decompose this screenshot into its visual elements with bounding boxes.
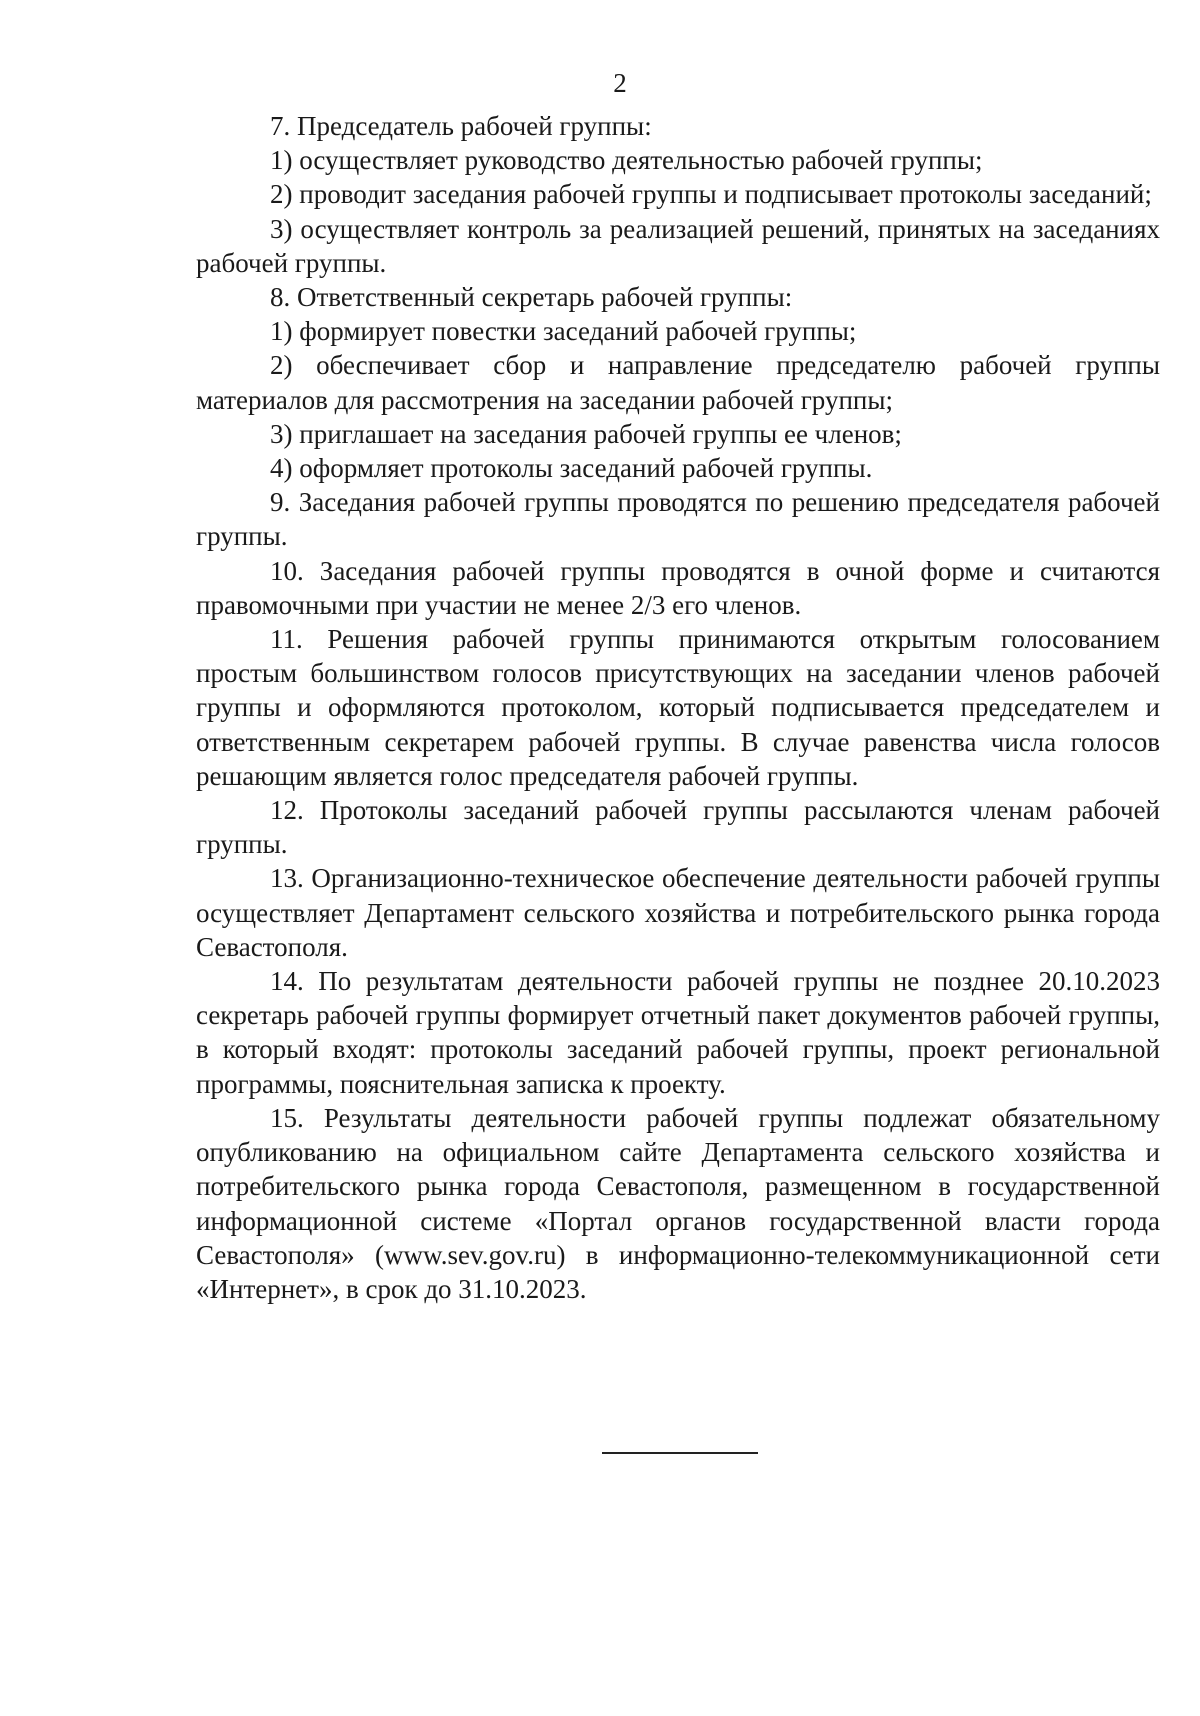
paragraph-9: 9. Заседания рабочей группы проводятся по решению председателя рабочей группы. [196,487,1160,552]
paragraph-7: 7. Председатель рабочей группы: [270,111,652,141]
paragraph-7-item-1: 1) осуществляет руководство деятельностью рабочей группы; [270,145,983,176]
paragraph-8-item-2: 2) обеспечивает сбор и направление председателю рабочей группы материалов для рассмотрения на заседании рабочей группы; [196,350,1160,415]
paragraph-12: 12. Протоколы заседаний рабочей группы рассылаются членам рабочей группы. [196,795,1160,860]
page-number: 2 [613,68,627,98]
paragraph-8-item-4: 4) оформляет протоколы заседаний рабочей группы. [270,453,873,484]
paragraph-8-item-1: 1) формирует повестки заседаний рабочей группы; [270,316,857,347]
paragraph-14: 14. По результатам деятельности рабочей группы не позднее 20.10.2023 секретарь рабочей группы формирует отчетный пакет документов рабочей группы, в который входят: протоколы заседаний рабочей группы, проект региональной программы, пояснительная записка к проекту. [196,966,1160,1099]
paragraph-7-item-2: 2) проводит заседания рабочей группы и подписывает протоколы заседаний; [270,179,1152,210]
document-body [196,109,1160,1306]
paragraph-7-item-3: 3) осуществляет контроль за реализацией решений, принятых на заседаниях рабочей группы. [196,213,1160,278]
paragraph-11: 11. Решения рабочей группы принимаются открытым голосованием простым большинством голосов присутствующих на заседании членов рабочей группы и оформляются протоколом, который подписывается председателем и ответственным секретарем рабочей группы. В случае равенства числа голосов решающим является голос председателя рабочей группы. [196,624,1160,791]
end-divider-line [602,1452,758,1454]
paragraph-15: 15. Результаты деятельности рабочей группы подлежат обязательному опубликованию на официальном сайте Департамента сельского хозяйства и потребительского рынка города Севастополя, размещенном в государственной информационной системе «Портал органов государственной власти города Севастополя» (www.sev.gov.ru) в информационно-телекоммуникационной сети «Интернет», в срок до 31.10.2023. [196,1102,1160,1304]
paragraph-8-item-3: 3) приглашает на заседания рабочей группы ее членов; [270,418,902,449]
paragraph-10: 10. Заседания рабочей группы проводятся в очной форме и считаются правомочными при участии не менее 2/3 его членов. [196,555,1160,620]
paragraph-13: 13. Организационно-техническое обеспечение деятельности рабочей группы осуществляет Департамент сельского хозяйства и потребительского рынка города Севастополя. [196,863,1160,962]
paragraph-8: 8. Ответственный секретарь рабочей группы: [270,282,793,313]
